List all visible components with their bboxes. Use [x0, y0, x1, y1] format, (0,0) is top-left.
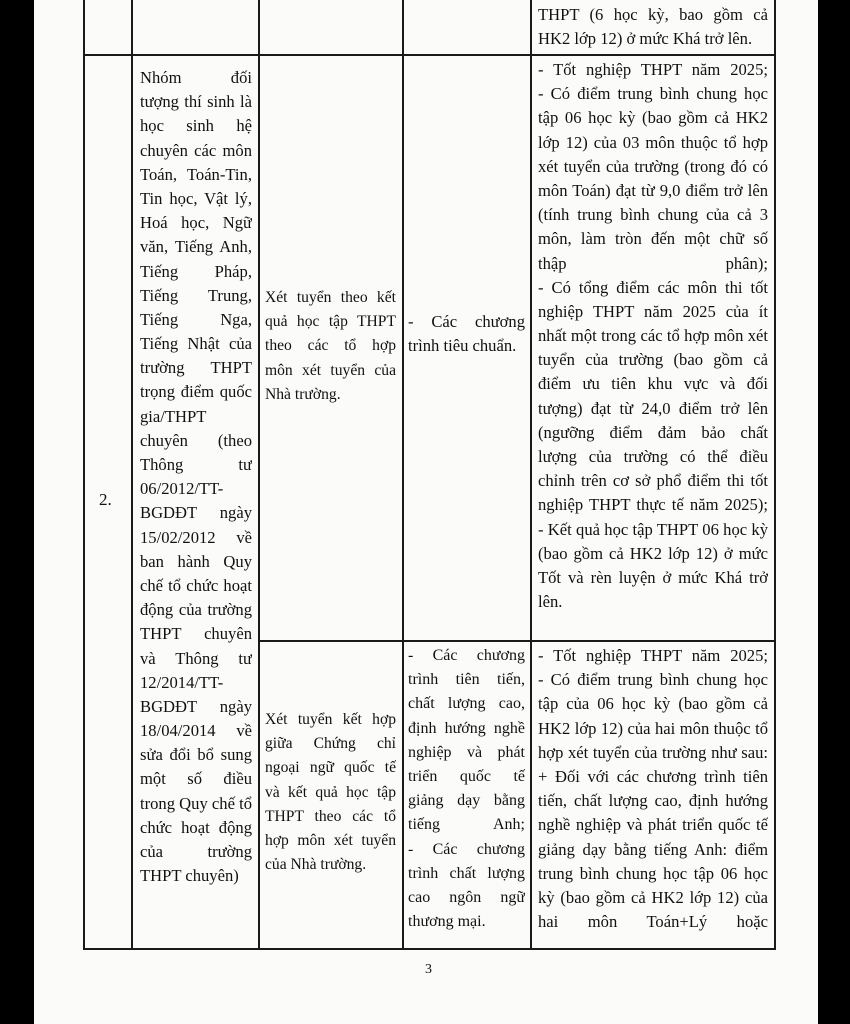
text-line: giảng dạy bằng tiếng Anh: điểm [538, 839, 768, 859]
text-line: HK2 lớp 12) của hai môn thuộc tổ [538, 718, 768, 738]
text-line: giảng dạy bằng [408, 792, 525, 810]
text-line: hai môn Toán+Lý hoặc [538, 912, 768, 932]
text-line: nhất một trong các tổ hợp môn xét [538, 326, 768, 346]
admission-method-2-cell [265, 708, 396, 877]
text-line: (tính trung bình chung của cả 3 [538, 205, 768, 225]
table-border-col2 [258, 0, 260, 950]
text-line: nghiệp và phát [408, 743, 525, 761]
text-line: - Tốt nghiệp THPT năm 2025; [538, 60, 768, 79]
text-line: tiếng Anh; [408, 816, 525, 834]
text-line: và Thông tư [140, 648, 252, 668]
text-line: trình tiên tiến, [408, 671, 525, 689]
text-line: THPT (6 học kỳ, bao gồm cả [538, 5, 768, 24]
text-line: 15/02/2012 về [140, 527, 252, 547]
row-number: 2. [99, 490, 112, 509]
text-line: - Kết quả học tập THPT 06 học kỳ [538, 519, 768, 539]
text-line: định hướng nghề [408, 719, 525, 737]
text-line: tượng thí sinh là [140, 92, 252, 112]
top-row-condition-cell [538, 3, 768, 51]
text-line: điểm ưu tiên khu vực và đối [538, 374, 768, 394]
text-line: của Nhà trường. [265, 856, 367, 874]
text-line: một số điều [140, 769, 252, 789]
text-line: thương mại. [408, 913, 486, 931]
text-line: kỳ (bao gồm cả HK2 lớp 12) của [538, 887, 768, 907]
table-border-row1-bottom [83, 54, 775, 56]
text-line: chuyên (theo [140, 430, 252, 450]
text-line: trường THPT [140, 358, 252, 378]
text-line: Tiếng Trung, [140, 285, 252, 305]
table-border-left [83, 0, 85, 950]
admission-method-1-cell [265, 286, 396, 407]
text-line: môn xét tuyển của [265, 361, 396, 379]
table-border-col3 [402, 0, 404, 950]
page-number: 3 [425, 962, 432, 977]
text-line: tập của 06 học kỳ (bao gồm cả [538, 694, 768, 714]
text-line: của trường [140, 842, 252, 861]
text-line: tượng) đạt từ 24,0 điểm trở lên [538, 398, 768, 418]
text-line: - Có điểm trung bình chung học [538, 670, 768, 690]
text-line: - Các chương [408, 647, 525, 664]
text-line: Tin học, Vật lý, [140, 188, 252, 208]
text-line: văn, Tiếng Anh, [140, 237, 252, 257]
text-line: xét tuyển của trường (trong đó có [538, 156, 768, 176]
text-line: 06/2012/TT- [140, 479, 224, 499]
table-border-bottom [83, 948, 775, 950]
text-line: cao ngôn ngữ [408, 888, 525, 906]
text-line: học sinh hệ [140, 116, 252, 136]
table-border-right [774, 0, 776, 950]
table-border-col4 [530, 0, 532, 950]
document-page [34, 0, 818, 1024]
target-group-cell [140, 66, 252, 888]
text-line: THPT chuyên) [140, 866, 239, 886]
text-line: - Tốt nghiệp THPT năm 2025; [538, 646, 768, 665]
text-line: Toán, Toán-Tin, [140, 164, 252, 184]
text-line: - Có tổng điểm các môn thi tốt [538, 277, 768, 297]
text-line: - Có điểm trung bình chung học [538, 84, 768, 104]
text-line: 12/2014/TT- [140, 672, 224, 692]
table-border-subrow-divider [258, 640, 775, 642]
program-2-cell [408, 644, 525, 934]
text-line: nghiệp THPT năm 2025 của ít [538, 301, 768, 321]
text-line: (ngưỡng điểm đảm bảo chất [538, 422, 768, 442]
text-line: BGDĐT ngày [140, 696, 252, 716]
text-line: tiến, chất lượng cao, định hướng [538, 791, 768, 811]
text-line: HK2 lớp 12) ở mức Khá trở lên. [538, 29, 753, 49]
text-line: (bao gồm cả HK2 lớp 12) ở mức [538, 543, 768, 563]
text-line: Tiếng Pháp, [140, 261, 252, 281]
text-line: trung bình chung học tập 06 học [538, 863, 768, 883]
text-line: động của trường [140, 600, 252, 620]
text-line: giữa Chứng chỉ [265, 735, 396, 753]
text-line: thập phân); [538, 253, 768, 273]
text-line: gia/THPT [140, 406, 207, 426]
text-line: trình chất lượng [408, 864, 525, 882]
text-line: BGDĐT ngày [140, 503, 252, 523]
text-line: 18/04/2014 về [140, 721, 252, 741]
text-line: chế tổ chức hoạt [140, 575, 252, 595]
text-line: nghiệp THPT thực tế năm 2025); [538, 495, 768, 515]
text-line: và kết quả học tập [265, 783, 396, 801]
text-line: chỉnh trên cơ sở phổ điểm thi tốt [538, 471, 768, 491]
text-line: THPT chuyên [140, 624, 252, 644]
text-line: Tốt và rèn luyện ở mức Khá trở [538, 567, 768, 587]
text-line: Thông tư [140, 455, 252, 474]
text-line: Xét tuyển kết hợp [265, 711, 396, 728]
text-line: ngoại ngữ quốc tế [265, 759, 396, 777]
text-line: chuyên các môn [140, 140, 252, 160]
text-line: trong Quy chế tổ [140, 793, 252, 813]
text-line: Tiếng Nga, [140, 309, 252, 329]
text-line: tuyển của trường (bao gồm cả [538, 350, 768, 370]
text-line: Hoá học, Ngữ [140, 213, 252, 233]
text-line: quả học tập THPT [265, 313, 396, 331]
text-line: theo các tổ hợp [265, 337, 396, 355]
text-line: Tiếng Nhật của [140, 334, 252, 354]
text-line: triển quốc tế [408, 767, 525, 785]
text-line: chất lượng cao, [408, 695, 525, 713]
text-line: trọng điểm quốc [140, 382, 252, 402]
text-line: môn Toán) đạt từ 9,0 điểm trở lên [538, 180, 768, 200]
text-line: tập 06 học kỳ (bao gồm cả HK2 [538, 108, 768, 128]
text-line: Xét tuyển theo kết [265, 289, 396, 306]
text-line: Nhóm đối [140, 68, 252, 87]
condition-1-cell [538, 58, 768, 614]
text-line: - Các chương [408, 840, 525, 858]
text-line: Nhà trường. [265, 385, 341, 403]
text-line: lớp 12) của 03 môn thuộc tổ hợp [538, 132, 768, 152]
text-line: chức hoạt động [140, 817, 252, 837]
text-line: - Các chương [408, 312, 525, 331]
text-line: trình tiêu chuẩn. [408, 336, 517, 356]
text-line: THPT theo các tổ [265, 807, 396, 825]
text-line: lên. [538, 592, 563, 612]
table-border-col1 [131, 0, 133, 950]
text-line: lượng của trường có thể điều [538, 447, 768, 466]
text-line: ban hành Quy [140, 551, 252, 571]
text-line: môn, làm tròn đến một chữ số [538, 229, 768, 249]
text-line: sửa đổi bổ sung [140, 745, 252, 765]
text-line: + Đối với các chương trình tiên [538, 766, 768, 786]
condition-2-cell [538, 644, 768, 934]
text-line: hợp xét tuyển của trường như sau: [538, 742, 768, 762]
program-1-cell [408, 310, 525, 358]
text-line: hợp môn xét tuyển [265, 831, 396, 849]
text-line: nghề nghiệp và phát triển quốc tế [538, 815, 768, 835]
